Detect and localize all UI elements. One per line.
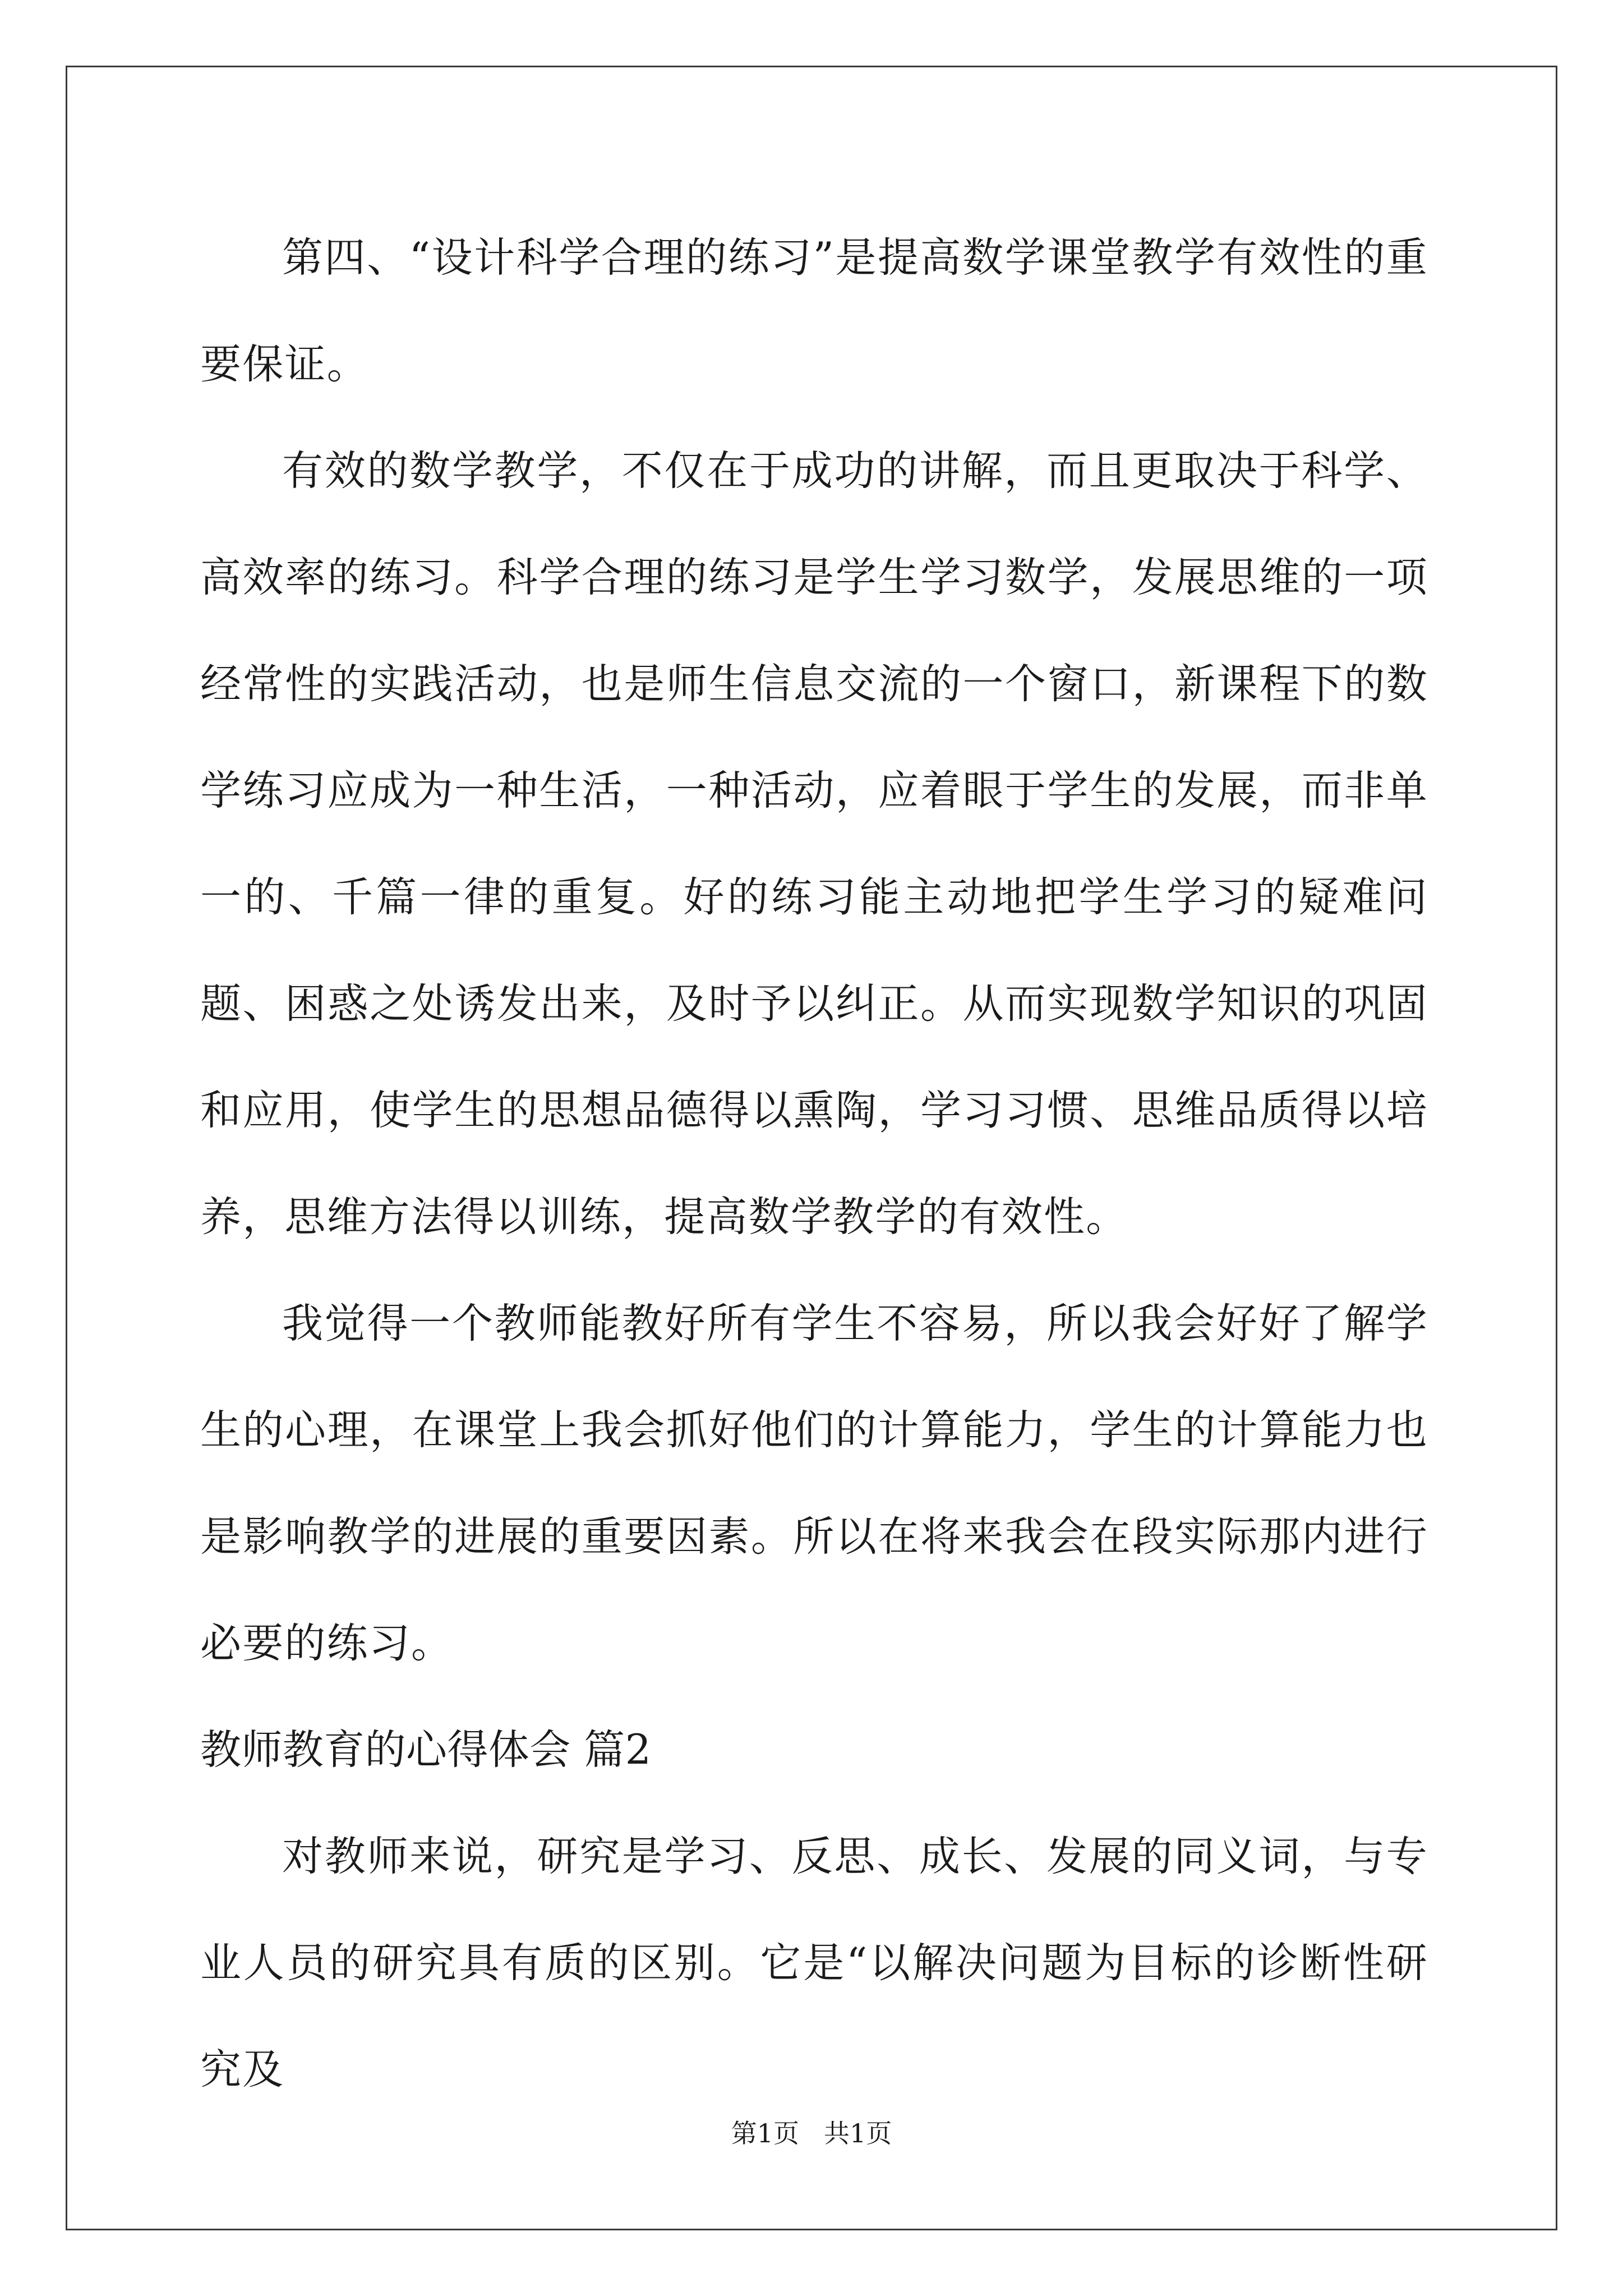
paragraph-research: 对教师来说，研究是学习、反思、成长、发展的同义词，与专业人员的研究具有质的区别。它是“以解决问题为目标的诊断性研究及 [200, 1833, 1428, 2093]
page-total: 共1页 [823, 2118, 892, 2148]
paragraph-practice-design: 第四、“设计科学合理的练习”是提高数学课堂教学有效性的重要保证。 [200, 234, 1428, 388]
page-footer [0, 2116, 1623, 2150]
section-heading: 教师教育的心得体会 篇2 [200, 1726, 652, 1774]
page-number: 第1页 [731, 2118, 800, 2148]
paragraph-personal-reflection: 我觉得一个教师能教好所有学生不容易，所以我会好好了解学生的心理，在课堂上我会抓好他们的计算能力，学生的计算能力也是影响教学的进展的重要因素。所以在将来我会在段实际那内进行必要的练习。 [200, 1300, 1428, 1667]
document-body [200, 205, 1428, 2123]
paragraph-effective-teaching: 有效的数学教学，不仅在于成功的讲解，而且更取决于科学、高效率的练习。科学合理的练习是学生学习数学，发展思维的一项经常性的实践活动，也是师生信息交流的一个窗口，新课程下的数学练习应成为一种生活，一种活动，应着眼于学生的发展，而非单一的、千篇一律的重复。好的练习能主动地把学生学习的疑难问题、困惑之处诱发出来，及时予以纠正。从而实现数学知识的巩固和应用，使学生的思想品德得以熏陶，学习习惯、思维品质得以培养，思维方法得以训练，提高数学教学的有效性。 [200, 447, 1428, 1241]
